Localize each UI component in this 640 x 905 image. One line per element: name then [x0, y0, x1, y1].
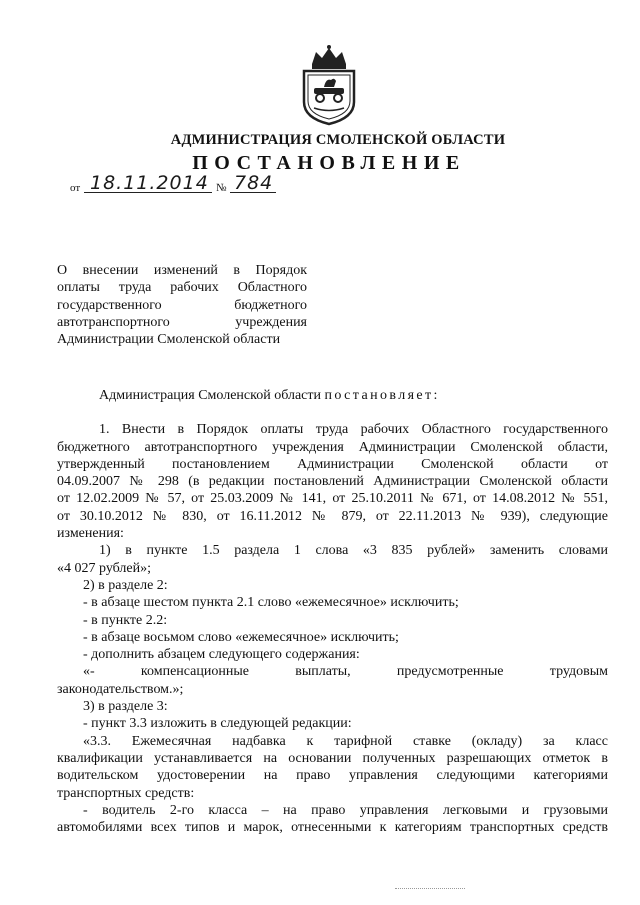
body-line: транспортных средств: — [57, 785, 195, 801]
document-body — [57, 387, 608, 836]
document-type-title: ПОСТАНОВЛЕНИЕ — [192, 152, 466, 174]
body-line: - пункт 3.3 изложить в следующей редакции: — [83, 716, 352, 732]
body-line: 1. Внести в Порядок оплаты труда рабочих Областного государственного — [99, 422, 608, 438]
number-label: № — [216, 182, 227, 194]
page-footer-mark — [395, 888, 465, 889]
body-line: - водитель 2-го класса – на право управления легковыми и грузовыми — [83, 802, 608, 818]
body-line: - в абзаце шестом пункта 2.1 слово «ежемесячное» исключить; — [83, 595, 459, 611]
body-line: 3) в разделе 3: — [83, 699, 168, 715]
preamble: Администрация Смоленской области постановляет: — [99, 388, 440, 403]
body-line: «- компенсационные выплаты, предусмотренные трудовым — [83, 664, 608, 680]
subject-block — [57, 262, 307, 348]
body-line: изменения: — [57, 526, 124, 542]
organization-name: АДМИНИСТРАЦИЯ СМОЛЕНСКОЙ ОБЛАСТИ — [170, 132, 506, 148]
subject-line: О внесении изменений в Порядок — [57, 263, 307, 278]
body-line: 1) в пункте 1.5 раздела 1 слова «3 835 рублей» заменить словами — [99, 543, 608, 559]
body-line: водительском удостоверении на право управления следующими категориями — [57, 768, 608, 784]
body-line: квалификации устанавливается на основании полученных разрешающих отметок в — [57, 750, 608, 766]
body-line: утвержденный постановлением Администрации Смоленской области от — [57, 456, 608, 472]
subject-line: государственного бюджетного — [57, 297, 307, 313]
body-line: - в пункте 2.2: — [83, 612, 168, 628]
body-line: законодательством.»; — [57, 681, 184, 697]
body-line: от 12.02.2009 № 57, от 25.03.2009 № 141, от 25.10.2011 № 671, от 14.08.2012 № 551, — [57, 491, 608, 507]
body-line: «4 027 рублей»; — [57, 560, 151, 576]
date-from-label: от — [70, 182, 81, 194]
handwritten-number: 784 — [234, 172, 274, 194]
subject-line: автотранспортного учреждения — [57, 314, 307, 330]
coat-of-arms-icon — [298, 44, 360, 126]
body-line: от 30.10.2012 № 830, от 16.11.2012 № 879, от 22.11.2013 № 939), следующие — [57, 508, 608, 524]
body-line: - дополнить абзацем следующего содержания: — [83, 647, 360, 663]
body-line: 2) в разделе 2: — [83, 577, 168, 593]
body-line: 04.09.2007 № 298 (в редакции постановлений Администрации Смоленской области — [57, 474, 608, 490]
subject-line: Администрации Смоленской области — [57, 332, 281, 348]
body-line: «3.3. Ежемесячная надбавка к тарифной ставке (окладу) за класс — [83, 733, 608, 749]
handwritten-date: 18.11.2014 — [90, 172, 209, 194]
body-line: бюджетного автотранспортного учреждения Администрации Смоленской области, — [57, 439, 608, 455]
body-line: автомобилями всех типов и марок, отнесенными к категориям транспортных средств — [57, 820, 608, 836]
body-line: - в абзаце восьмом слово «ежемесячное» исключить; — [83, 629, 399, 645]
subject-line: оплаты труда рабочих Областного — [57, 280, 307, 296]
